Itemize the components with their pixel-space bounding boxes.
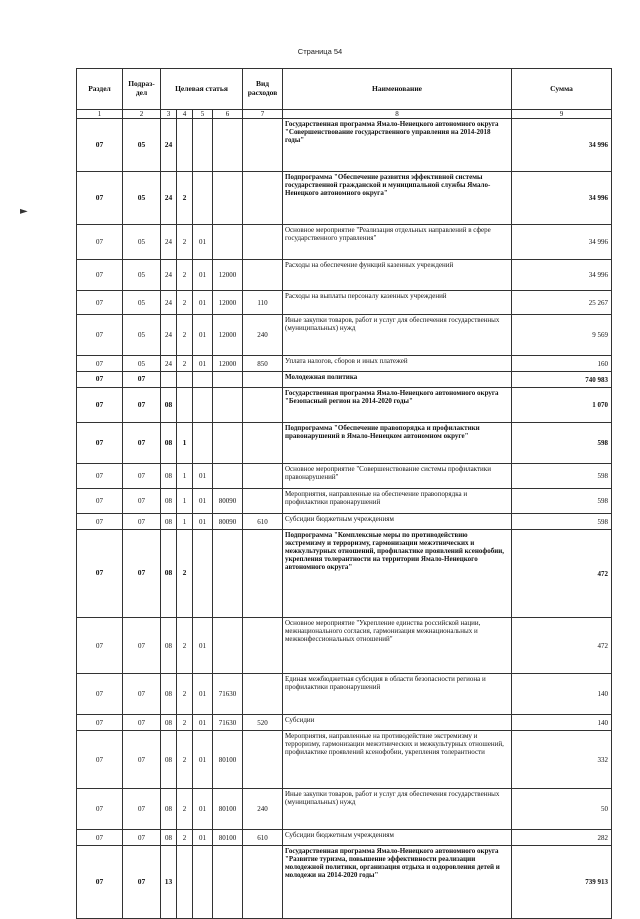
subprogram-code-cell: 2 bbox=[177, 530, 193, 618]
subprogram-code-cell: 2 bbox=[177, 315, 193, 356]
column-index: 4 bbox=[177, 110, 193, 119]
sum-cell: 140 bbox=[512, 715, 612, 731]
table-row bbox=[77, 388, 612, 423]
direction-code-cell bbox=[213, 225, 243, 260]
activity-code-cell bbox=[193, 423, 213, 464]
podrazdel-cell: 07 bbox=[123, 423, 161, 464]
razdel-cell: 07 bbox=[77, 618, 123, 674]
name-cell: Подпрограмма "Комплексные меры по противодействию экстремизму и терроризму, гармонизации межэтнических и межкультурных отношений, профилактике проявлений ксенофобии, укрепления толерантности на территории Ямало-Ненецкого автономного округа" bbox=[283, 530, 512, 618]
name-cell: Субсидии бюджетным учреждениям bbox=[283, 514, 512, 530]
subprogram-code-cell: 1 bbox=[177, 514, 193, 530]
program-code-cell: 08 bbox=[161, 514, 177, 530]
direction-code-cell: 12000 bbox=[213, 356, 243, 372]
table-row bbox=[77, 119, 612, 172]
direction-code-cell bbox=[213, 172, 243, 225]
table-row bbox=[77, 225, 612, 260]
podrazdel-cell: 05 bbox=[123, 260, 161, 291]
podrazdel-cell: 07 bbox=[123, 388, 161, 423]
column-index: 7 bbox=[243, 110, 283, 119]
expense-type-cell: 240 bbox=[243, 789, 283, 830]
program-code-cell: 08 bbox=[161, 489, 177, 514]
razdel-cell: 07 bbox=[77, 315, 123, 356]
table-row bbox=[77, 315, 612, 356]
expense-type-cell bbox=[243, 731, 283, 789]
table-row bbox=[77, 464, 612, 489]
podrazdel-cell: 05 bbox=[123, 119, 161, 172]
sum-cell: 1 070 bbox=[512, 388, 612, 423]
expense-type-cell bbox=[243, 372, 283, 388]
table-row bbox=[77, 530, 612, 618]
razdel-cell: 07 bbox=[77, 674, 123, 715]
podrazdel-cell: 07 bbox=[123, 618, 161, 674]
razdel-cell: 07 bbox=[77, 789, 123, 830]
activity-code-cell: 01 bbox=[193, 830, 213, 846]
column-index: 9 bbox=[512, 110, 612, 119]
column-index: 1 bbox=[77, 110, 123, 119]
razdel-cell: 07 bbox=[77, 514, 123, 530]
subprogram-code-cell: 1 bbox=[177, 489, 193, 514]
activity-code-cell: 01 bbox=[193, 731, 213, 789]
podrazdel-cell: 07 bbox=[123, 530, 161, 618]
column-index: 5 bbox=[193, 110, 213, 119]
table-row bbox=[77, 291, 612, 315]
expense-type-cell bbox=[243, 119, 283, 172]
sum-cell: 598 bbox=[512, 489, 612, 514]
name-cell: Мероприятия, направленные на обеспечение правопорядка и профилактики правонарушений bbox=[283, 489, 512, 514]
table-row bbox=[77, 846, 612, 919]
column-index: 6 bbox=[213, 110, 243, 119]
direction-code-cell: 71630 bbox=[213, 674, 243, 715]
expense-type-cell bbox=[243, 423, 283, 464]
razdel-cell: 07 bbox=[77, 715, 123, 731]
table-row bbox=[77, 731, 612, 789]
column-index: 3 bbox=[161, 110, 177, 119]
subprogram-code-cell: 2 bbox=[177, 830, 193, 846]
direction-code-cell: 12000 bbox=[213, 291, 243, 315]
table-row bbox=[77, 618, 612, 674]
subprogram-code-cell bbox=[177, 119, 193, 172]
program-code-cell: 08 bbox=[161, 715, 177, 731]
header-row bbox=[77, 69, 612, 110]
direction-code-cell: 80090 bbox=[213, 489, 243, 514]
podrazdel-cell: 07 bbox=[123, 830, 161, 846]
expense-type-cell: 610 bbox=[243, 514, 283, 530]
razdel-cell: 07 bbox=[77, 372, 123, 388]
razdel-cell: 07 bbox=[77, 119, 123, 172]
sum-cell: 50 bbox=[512, 789, 612, 830]
direction-code-cell bbox=[213, 372, 243, 388]
subprogram-code-cell: 2 bbox=[177, 789, 193, 830]
program-code-cell: 24 bbox=[161, 291, 177, 315]
table-row bbox=[77, 789, 612, 830]
razdel-cell: 07 bbox=[77, 731, 123, 789]
podrazdel-cell: 07 bbox=[123, 715, 161, 731]
expense-type-cell: 850 bbox=[243, 356, 283, 372]
margin-arrow-icon: ► bbox=[20, 206, 28, 217]
expense-type-cell: 110 bbox=[243, 291, 283, 315]
podrazdel-cell: 05 bbox=[123, 315, 161, 356]
expense-type-cell: 520 bbox=[243, 715, 283, 731]
sum-cell: 282 bbox=[512, 830, 612, 846]
name-cell: Молодежная политика bbox=[283, 372, 512, 388]
expense-type-cell bbox=[243, 225, 283, 260]
expense-type-cell bbox=[243, 260, 283, 291]
table-row bbox=[77, 489, 612, 514]
budget-table bbox=[76, 68, 612, 919]
direction-code-cell bbox=[213, 119, 243, 172]
podrazdel-cell: 05 bbox=[123, 172, 161, 225]
razdel-cell: 07 bbox=[77, 356, 123, 372]
direction-code-cell bbox=[213, 618, 243, 674]
table-row bbox=[77, 372, 612, 388]
table-row bbox=[77, 172, 612, 225]
podrazdel-cell: 07 bbox=[123, 846, 161, 919]
program-code-cell bbox=[161, 372, 177, 388]
program-code-cell: 08 bbox=[161, 423, 177, 464]
program-code-cell: 24 bbox=[161, 260, 177, 291]
podrazdel-cell: 07 bbox=[123, 731, 161, 789]
subprogram-code-cell: 1 bbox=[177, 423, 193, 464]
subprogram-code-cell: 2 bbox=[177, 618, 193, 674]
name-cell: Субсидии бюджетным учреждениям bbox=[283, 830, 512, 846]
subprogram-code-cell: 2 bbox=[177, 731, 193, 789]
program-code-cell: 24 bbox=[161, 356, 177, 372]
activity-code-cell: 01 bbox=[193, 315, 213, 356]
razdel-cell: 07 bbox=[77, 172, 123, 225]
subprogram-code-cell bbox=[177, 846, 193, 919]
sum-cell: 160 bbox=[512, 356, 612, 372]
direction-code-cell bbox=[213, 388, 243, 423]
subprogram-code-cell: 2 bbox=[177, 356, 193, 372]
direction-code-cell: 80100 bbox=[213, 830, 243, 846]
table-row bbox=[77, 715, 612, 731]
name-cell: Государственная программа Ямало-Ненецкого автономного округа "Совершенствование государственного управления на 2014-2018 годы" bbox=[283, 119, 512, 172]
razdel-cell: 07 bbox=[77, 830, 123, 846]
header-summa: Сумма bbox=[512, 69, 612, 110]
table-row bbox=[77, 830, 612, 846]
activity-code-cell: 01 bbox=[193, 674, 213, 715]
header-podrazdel: Подраз-дел bbox=[123, 69, 161, 110]
razdel-cell: 07 bbox=[77, 489, 123, 514]
column-index-row bbox=[77, 110, 612, 119]
name-cell: Иные закупки товаров, работ и услуг для обеспечения государственных (муниципальных) нужд bbox=[283, 315, 512, 356]
podrazdel-cell: 07 bbox=[123, 372, 161, 388]
name-cell: Государственная программа Ямало-Ненецкого автономного округа "Безопасный регион на 2014-2020 годы" bbox=[283, 388, 512, 423]
razdel-cell: 07 bbox=[77, 291, 123, 315]
name-cell: Уплата налогов, сборов и иных платежей bbox=[283, 356, 512, 372]
name-cell: Государственная программа Ямало-Ненецкого автономного округа "Развитие туризма, повышение эффективности реализации молодежной политики, организация отдыха и оздоровления детей и молодежи на 2014-2020 годы" bbox=[283, 846, 512, 919]
activity-code-cell bbox=[193, 530, 213, 618]
activity-code-cell: 01 bbox=[193, 715, 213, 731]
sum-cell: 25 267 bbox=[512, 291, 612, 315]
sum-cell: 598 bbox=[512, 514, 612, 530]
program-code-cell: 24 bbox=[161, 172, 177, 225]
program-code-cell: 08 bbox=[161, 618, 177, 674]
podrazdel-cell: 05 bbox=[123, 291, 161, 315]
program-code-cell: 08 bbox=[161, 789, 177, 830]
expense-type-cell bbox=[243, 618, 283, 674]
header-vid-rashodov: Вид расходов bbox=[243, 69, 283, 110]
sum-cell: 34 996 bbox=[512, 119, 612, 172]
program-code-cell: 24 bbox=[161, 119, 177, 172]
name-cell: Мероприятия, направленные на противодействие экстремизму и терроризму, гармонизации межэтнических и межкультурных отношений, профилактике проявлений ксенофобии, укрепления толерантности bbox=[283, 731, 512, 789]
razdel-cell: 07 bbox=[77, 225, 123, 260]
razdel-cell: 07 bbox=[77, 846, 123, 919]
direction-code-cell bbox=[213, 423, 243, 464]
activity-code-cell: 01 bbox=[193, 618, 213, 674]
header-naimenovanie: Наименование bbox=[283, 69, 512, 110]
expense-type-cell: 610 bbox=[243, 830, 283, 846]
table-row bbox=[77, 423, 612, 464]
expense-type-cell: 240 bbox=[243, 315, 283, 356]
razdel-cell: 07 bbox=[77, 530, 123, 618]
header-celevaya-statya: Целевая статья bbox=[161, 69, 243, 110]
name-cell: Подпрограмма "Обеспечение развития эффективной системы государственной гражданской и муниципальной службы Ямало-Ненецкого автономного округа" bbox=[283, 172, 512, 225]
sum-cell: 739 913 bbox=[512, 846, 612, 919]
program-code-cell: 08 bbox=[161, 388, 177, 423]
name-cell: Основное мероприятие "Реализация отдельных направлений в сфере государственного управления" bbox=[283, 225, 512, 260]
sum-cell: 598 bbox=[512, 423, 612, 464]
program-code-cell: 08 bbox=[161, 830, 177, 846]
direction-code-cell bbox=[213, 530, 243, 618]
name-cell: Основное мероприятие "Совершенствование системы профилактики правонарушений" bbox=[283, 464, 512, 489]
program-code-cell: 08 bbox=[161, 530, 177, 618]
expense-type-cell bbox=[243, 530, 283, 618]
activity-code-cell: 01 bbox=[193, 225, 213, 260]
subprogram-code-cell bbox=[177, 388, 193, 423]
razdel-cell: 07 bbox=[77, 423, 123, 464]
table-row bbox=[77, 260, 612, 291]
sum-cell: 598 bbox=[512, 464, 612, 489]
column-index: 8 bbox=[283, 110, 512, 119]
podrazdel-cell: 07 bbox=[123, 674, 161, 715]
podrazdel-cell: 07 bbox=[123, 489, 161, 514]
activity-code-cell: 01 bbox=[193, 514, 213, 530]
activity-code-cell: 01 bbox=[193, 464, 213, 489]
subprogram-code-cell: 2 bbox=[177, 172, 193, 225]
podrazdel-cell: 05 bbox=[123, 225, 161, 260]
name-cell: Расходы на обеспечение функций казенных учреждений bbox=[283, 260, 512, 291]
program-code-cell: 08 bbox=[161, 464, 177, 489]
activity-code-cell: 01 bbox=[193, 489, 213, 514]
activity-code-cell bbox=[193, 119, 213, 172]
name-cell: Основное мероприятие "Укрепление единства российской нации, межнационального согласия, гармонизация межнациональных и межконфессиональных отношений" bbox=[283, 618, 512, 674]
expense-type-cell bbox=[243, 489, 283, 514]
activity-code-cell: 01 bbox=[193, 356, 213, 372]
name-cell: Подпрограмма "Обеспечение правопорядка и профилактики правонарушений в Ямало-Ненецком автономном округе" bbox=[283, 423, 512, 464]
sum-cell: 472 bbox=[512, 618, 612, 674]
direction-code-cell bbox=[213, 846, 243, 919]
subprogram-code-cell: 2 bbox=[177, 260, 193, 291]
direction-code-cell: 80100 bbox=[213, 789, 243, 830]
table-row bbox=[77, 674, 612, 715]
name-cell: Субсидии bbox=[283, 715, 512, 731]
razdel-cell: 07 bbox=[77, 464, 123, 489]
activity-code-cell bbox=[193, 372, 213, 388]
activity-code-cell: 01 bbox=[193, 789, 213, 830]
sum-cell: 472 bbox=[512, 530, 612, 618]
podrazdel-cell: 07 bbox=[123, 464, 161, 489]
page-number-label: Страница 54 bbox=[297, 47, 343, 56]
program-code-cell: 24 bbox=[161, 225, 177, 260]
direction-code-cell: 12000 bbox=[213, 315, 243, 356]
name-cell: Единая межбюджетная субсидия в области безопасности региона и профилактики правонарушений bbox=[283, 674, 512, 715]
sum-cell: 740 983 bbox=[512, 372, 612, 388]
activity-code-cell bbox=[193, 388, 213, 423]
activity-code-cell: 01 bbox=[193, 291, 213, 315]
expense-type-cell bbox=[243, 464, 283, 489]
program-code-cell: 08 bbox=[161, 731, 177, 789]
sum-cell: 34 996 bbox=[512, 225, 612, 260]
sum-cell: 140 bbox=[512, 674, 612, 715]
direction-code-cell: 12000 bbox=[213, 260, 243, 291]
razdel-cell: 07 bbox=[77, 388, 123, 423]
expense-type-cell bbox=[243, 172, 283, 225]
subprogram-code-cell bbox=[177, 372, 193, 388]
podrazdel-cell: 07 bbox=[123, 514, 161, 530]
header-razdel: Раздел bbox=[77, 69, 123, 110]
activity-code-cell bbox=[193, 846, 213, 919]
direction-code-cell: 80090 bbox=[213, 514, 243, 530]
razdel-cell: 07 bbox=[77, 260, 123, 291]
expense-type-cell bbox=[243, 674, 283, 715]
sum-cell: 34 996 bbox=[512, 172, 612, 225]
name-cell: Расходы на выплаты персоналу казенных учреждений bbox=[283, 291, 512, 315]
direction-code-cell: 71630 bbox=[213, 715, 243, 731]
activity-code-cell: 01 bbox=[193, 260, 213, 291]
table-row bbox=[77, 514, 612, 530]
expense-type-cell bbox=[243, 388, 283, 423]
sum-cell: 9 569 bbox=[512, 315, 612, 356]
direction-code-cell: 80100 bbox=[213, 731, 243, 789]
subprogram-code-cell: 2 bbox=[177, 674, 193, 715]
sum-cell: 332 bbox=[512, 731, 612, 789]
program-code-cell: 24 bbox=[161, 315, 177, 356]
table-row bbox=[77, 356, 612, 372]
expense-type-cell bbox=[243, 846, 283, 919]
program-code-cell: 13 bbox=[161, 846, 177, 919]
activity-code-cell bbox=[193, 172, 213, 225]
subprogram-code-cell: 2 bbox=[177, 715, 193, 731]
subprogram-code-cell: 2 bbox=[177, 225, 193, 260]
podrazdel-cell: 07 bbox=[123, 789, 161, 830]
subprogram-code-cell: 2 bbox=[177, 291, 193, 315]
direction-code-cell bbox=[213, 464, 243, 489]
sum-cell: 34 996 bbox=[512, 260, 612, 291]
program-code-cell: 08 bbox=[161, 674, 177, 715]
subprogram-code-cell: 1 bbox=[177, 464, 193, 489]
podrazdel-cell: 05 bbox=[123, 356, 161, 372]
column-index: 2 bbox=[123, 110, 161, 119]
name-cell: Иные закупки товаров, работ и услуг для обеспечения государственных (муниципальных) нужд bbox=[283, 789, 512, 830]
